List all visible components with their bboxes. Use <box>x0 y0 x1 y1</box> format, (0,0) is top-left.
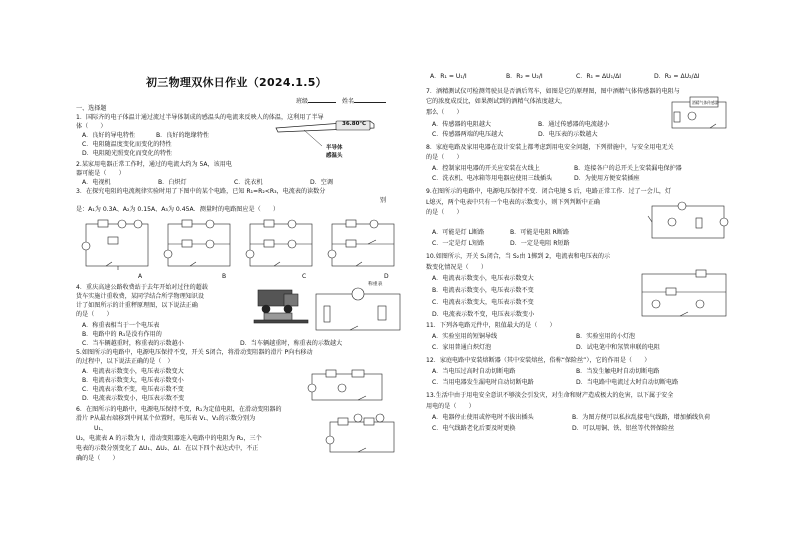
q4-opt-a: A．称重表相当于一个电压表 <box>82 322 160 329</box>
q10-opt-c: C．电流表示数变大，电压表示数不变 <box>432 299 534 306</box>
q4-line1: 4．重庆高速公路收费站于去年开始对过往的超载 <box>76 284 208 291</box>
q9-opt-d: D．一定是电阻 R短路 <box>510 240 570 247</box>
q8-opt-a: A．控制家用电器的开关应安装在火线上 <box>432 165 540 172</box>
q4-opt-c: C．当车辆越重时，称重表的示数越小 <box>82 340 184 347</box>
q7-opt-b: B．通过传感器的电流越小 <box>538 121 610 128</box>
q6-opt-c: C．R₁ = ΔU₁/ΔI <box>576 73 622 80</box>
q10-line1: 10.如图所示，开关 S₁闭合，当 S₂由 1掷到 2，电流表和电压表的示 <box>426 253 611 260</box>
page-title: 初三物理双休日作业（2024.1.5） <box>146 76 327 89</box>
q4-line3: 计了如图所示的计重秤原理图，以下说法正确 <box>76 302 198 309</box>
q9-opt-c: C．一定是灯 L短路 <box>432 240 485 247</box>
q3-line3: 是：A₁为 0.3A、A₂为 0.15A、A₃为 0.45A．测量时的电路图应是（ ） <box>76 206 279 213</box>
q4-opt-b: B．电路中的 R₁是没有作用的 <box>82 331 162 338</box>
weighing-meter-label: 称重表 <box>368 282 383 287</box>
q7-line1: 7．酒精测试仪可检测驾驶员是否酒后驾车，如图是它的原理图，图中酒精气体传感器的电阻与 <box>426 88 680 95</box>
q6-line5: 电表的示数分别变化了 ΔU₁、ΔU₂、ΔI．在以下四个表达式中，不正 <box>76 445 259 452</box>
q10-opt-d: D．电流表示数不变，电压表示数变小 <box>432 311 535 318</box>
q9-opt-b: B．可能是电阻 R断路 <box>510 229 570 236</box>
q13-opt-c: C．电气线路老化后要及时更换 <box>432 425 516 432</box>
q8-opt-c: C．洗衣机、电冰箱等用电器应使用三线插头 <box>432 175 553 182</box>
q12-opt-d: D．当电路中电流过大时自动切断电路 <box>576 379 679 386</box>
q6-circuit <box>324 410 400 458</box>
q6-opt-b: B．R₂ = U₂/I <box>506 73 543 80</box>
q6-opt-a: A．R₁ = U₁/I <box>430 73 467 80</box>
q2-line2: 器可能是（ ） <box>76 170 125 177</box>
q1-opt-c: C．电阻随温度变化而变化的特性 <box>82 141 172 148</box>
q1-opt-d: D．电阻随光照变化而变化的特性 <box>82 150 173 157</box>
thermometer-label-2: 感温头 <box>326 153 343 159</box>
q11-line: 11．下列各电路元件中，阻值最大的是（ ） <box>426 322 556 329</box>
q5-opt-d: D．电流表示数变小，电压表示数不变 <box>82 395 185 402</box>
q12-opt-a: A．当电压过高时自动切断电路 <box>432 368 516 375</box>
q10-circuit <box>636 268 732 322</box>
q3-caption-d: D <box>384 273 389 280</box>
q6-line4: U₂，电流表 A 的示数为 I，滑动变阻器连入电路中的电阻为 R₂，三个 <box>76 435 262 442</box>
q9-opt-a: A．可能是灯 L断路 <box>432 229 485 236</box>
q2-opt-c: C．洗衣机 <box>234 179 263 186</box>
q3-caption-b: B <box>222 273 227 280</box>
q1-opt-b: B．良好的绝缘特性 <box>156 132 209 139</box>
q1-opt-a: A．良好的导电特性 <box>82 132 135 139</box>
q12-opt-c: C．当用电器发生漏电时自动切断电路 <box>432 379 534 386</box>
q3-circuits <box>78 216 403 276</box>
q8-opt-d: D．为使用方便安装插座 <box>574 175 640 182</box>
q3-caption-a: A <box>138 273 143 280</box>
worksheet-page <box>66 56 736 496</box>
q2-opt-b: B．白炽灯 <box>158 179 187 186</box>
weighing-figure <box>254 282 404 338</box>
q11-opt-c: C．家用普通白炽灯泡 <box>432 344 492 351</box>
q8-line1: 8．家庭电路及家用电器在设计安装上都考虑到用电安全问题，下列措施中，与安全用电无关 <box>426 144 674 151</box>
q3-line1: 3．在探究电阻的电流规律实验时用了下图中的某个电路，已知 R₁=R₂<R₃，电流表的读数分 <box>76 188 326 195</box>
q11-opt-a: A．实验室用的短铜导线 <box>432 333 498 340</box>
q3-line2: 别 <box>380 197 387 204</box>
q11-opt-d: D．试电笔中和氖管串联的电阻 <box>576 344 660 351</box>
q2-opt-a: A．电视机 <box>82 179 111 186</box>
q5-line2: 的过程中，以下说法正确的是（ ） <box>76 358 174 365</box>
q13-line2: 用电的是（ ） <box>426 403 475 410</box>
q6-opt-d: D．R₂ = ΔU₂/ΔI <box>654 73 700 80</box>
thermometer-reading: 36.80℃ <box>342 121 367 127</box>
q1-line2: 体（ ） <box>76 123 107 130</box>
q10-opt-b: B．电流表示数变小，电压表示数不变 <box>432 287 534 294</box>
q8-opt-b: B．连接各户的总开关上安装漏电保护器 <box>574 165 682 172</box>
q4-line4: 的是（ ） <box>76 311 113 318</box>
q12-opt-b: B．当发生触电时自动切断电路 <box>576 368 660 375</box>
q1-line1: 1．国际齐的电子体温计通过流过半导体制成的感温头的电流来反映人的体温，这利用了半导 <box>76 114 324 121</box>
q7-line3: 那么（ ） <box>426 109 463 116</box>
q6-line6: 确的是（ ） <box>76 455 119 462</box>
q7-opt-a: A．传感器的电阻越大 <box>432 121 492 128</box>
q5-opt-b: B．电流表示数变大，电压表示数变小 <box>82 377 184 384</box>
q2-line1: 2.某家用电器正常工作时，通过的电流大约为 5A，该用电 <box>76 161 232 168</box>
q2-opt-d: D．空调 <box>310 179 333 186</box>
q9-line1: 9.在图所示的电路中，电源电压保持不变．闭合电键 S 后，电路正常工作．过了一会儿，灯 <box>426 188 672 195</box>
q13-opt-b: B．为图方便可以私拉乱接电气线路，增加插线负荷 <box>572 414 711 421</box>
q9-circuit <box>646 200 730 244</box>
class-label: 班级 <box>296 98 309 105</box>
q11-opt-b: B．实验室用的小灯泡 <box>576 333 636 340</box>
q6-line1: 6．在图所示的电路中，电源电压保持不变，R₁为定值电阻，在滑动变阻器的 <box>76 406 282 413</box>
q7-line2: 它的浓度成反比，如果测试到的酒精气体浓度越大， <box>426 98 567 105</box>
q8-line2: 的是（ ） <box>426 154 463 161</box>
section-heading: 一、选择题 <box>76 105 107 112</box>
q7-opt-d: D．电压表的示数越大 <box>538 131 598 138</box>
q3-caption-c: C <box>302 273 307 280</box>
q9-line3: 的是（ ） <box>426 209 463 216</box>
q7-opt-c: C．传感器两端的电压越大 <box>432 131 504 138</box>
q4-opt-d: D．当车辆越重时，称重表的示数越大 <box>240 340 343 347</box>
q5-circuit <box>308 368 388 404</box>
class-name-line <box>296 96 386 107</box>
q10-opt-a: A．电流表示数变小，电压表示数变大 <box>432 275 534 282</box>
q4-line2: 货车实施计重收费，某同学结合所学物理知识设 <box>76 293 204 300</box>
q13-opt-d: D．可以用铜、铁、铝丝等代替保险丝 <box>572 425 675 432</box>
q13-opt-a: A．电器停止使用或停电时不拔出插头 <box>432 414 534 421</box>
q12-line: 12．家庭电路中安装熔断器（其中安装熔丝，俗称“保险丝”），它的作用是（ ） <box>426 357 651 364</box>
q9-line2: L熄灭，两个电表中只有一个电表的示数变小，则下列判断中正确 <box>426 199 601 206</box>
name-label: 姓名 <box>342 98 355 105</box>
q6-line2: 滑片 P从最右端移到中间某个位置时，电压表 V₁、V₂的示数分别为 <box>76 415 256 422</box>
q6-line3: U₁、 <box>94 425 107 432</box>
q13-line1: 13.生活中由于用电安全意识不够淡会引发灾，对生命和财产造成极大的危害，以下属于安全 <box>426 392 674 399</box>
q10-line2: 数变化情况是（ ） <box>426 264 487 271</box>
q5-opt-a: A．电流表示数变小，电压表示数变大 <box>82 368 184 375</box>
thermometer-label: 半导体 <box>326 145 343 151</box>
q7-sensor-label: 酒精气体传感器 <box>692 100 719 105</box>
q5-opt-c: C．电流表示数不变，电压表示数不变 <box>82 386 184 393</box>
q5-line1: 5.如图所示的电路中，电源电压保持不变，开关 S闭合，将滑动变阻器的滑片 P向右移动 <box>76 349 313 356</box>
